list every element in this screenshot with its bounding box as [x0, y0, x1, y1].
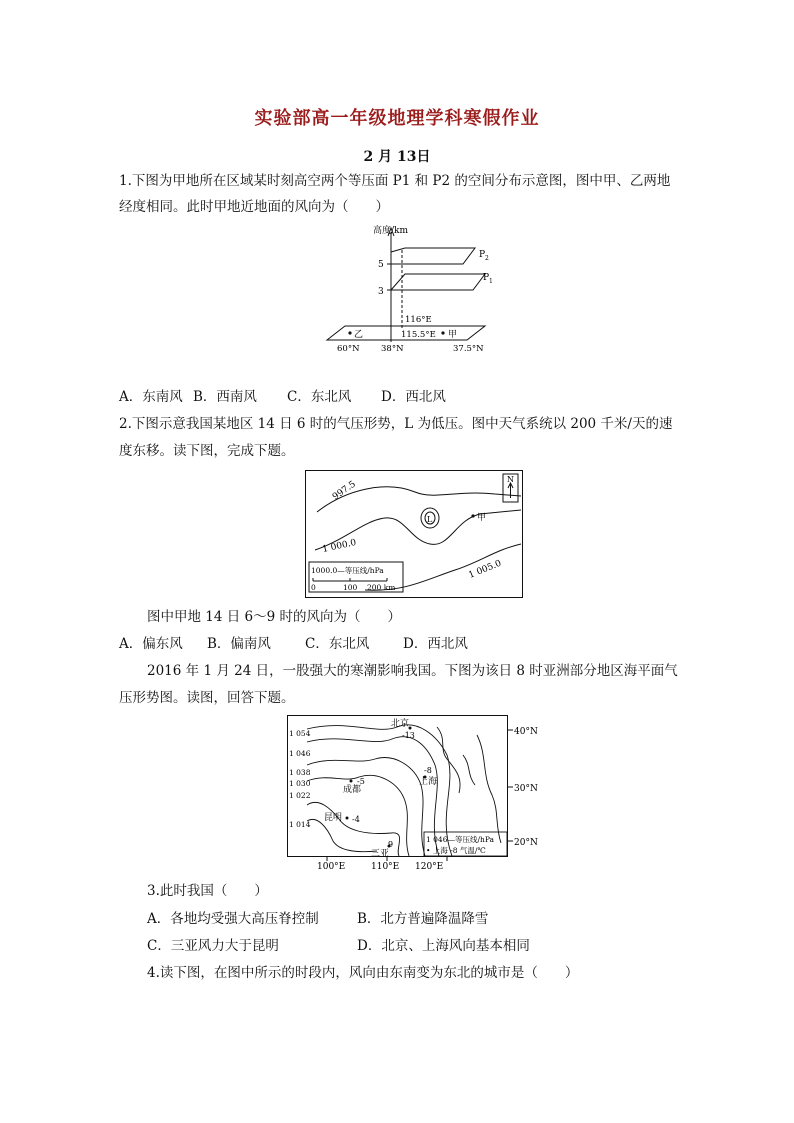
- isobaric-surface-diagram: [325, 222, 495, 354]
- pressure-map-q2: [305, 470, 523, 598]
- q1-options: [119, 388, 446, 406]
- chengdu-label: 成都: [343, 785, 362, 795]
- legend-isobar: 1000.0—等压线/hPa: [311, 566, 384, 575]
- kunming-label: 昆明: [324, 813, 343, 823]
- sanya-label: 三亚: [371, 849, 390, 859]
- q4-stem: 4.读下图，在图中所示的时段内，风向由东南变为东北的城市是（ ）: [147, 965, 579, 981]
- q1-option-c: C．东北风: [287, 389, 352, 405]
- q3-options-row1: [147, 910, 488, 928]
- lon-116: 116°E: [405, 315, 432, 325]
- isobar-1038: 1 038: [289, 768, 311, 777]
- isobar-1000: 1 000.0: [321, 538, 358, 555]
- isobar-1014: 1 014: [289, 820, 311, 829]
- q2-option-c: C．东北风: [305, 636, 370, 652]
- q3-stem: 3.此时我国（ ）: [147, 883, 268, 899]
- q3-option-a: A．各地均受强大高压脊控制: [147, 911, 319, 927]
- q2-option-b: B．偏南风: [207, 636, 271, 652]
- kunming-temp: -4: [352, 815, 360, 824]
- shanghai-label: 上海: [419, 777, 438, 787]
- q1-option-a: A．东南风: [119, 389, 183, 405]
- sanya-temp: 9: [388, 840, 394, 849]
- lon-115-5: 115.5°E: [401, 330, 436, 340]
- tick-5: 5: [378, 260, 384, 270]
- beijing-label: 北京: [391, 719, 410, 729]
- isobar-1054: 1 054: [289, 729, 311, 738]
- q2-stem-line1: 2.下图示意我国某地区 14 日 6 时的气压形势，L 为低压。图中天气系统以 200 千米/天的速: [119, 416, 673, 432]
- q3-options-row2: [147, 937, 530, 955]
- isobar-1046: 1 046: [289, 749, 311, 758]
- q2-sub-question: 图中甲地 14 日 6～9 时的风向为（ ）: [147, 609, 402, 625]
- isobar-1005: 1 005.0: [467, 558, 503, 581]
- intro-line1: 2016 年 1 月 24 日，一股强大的寒潮影响我国。下图为该日 8 时亚洲部分地区海平面气: [147, 663, 678, 679]
- isobar-1030: 1 030: [289, 779, 311, 788]
- p1-label: P: [483, 273, 490, 283]
- tick-3: 3: [378, 287, 384, 297]
- lat-40: 40°N: [514, 727, 538, 737]
- lat-20: 20°N: [514, 838, 538, 848]
- lat-38: 38°N: [381, 344, 404, 354]
- map-legend-isobar: 1 046—等压线/hPa: [426, 835, 495, 844]
- shanghai-temp: -8: [424, 766, 432, 775]
- document-title: 实验部高一年级地理学科寒假作业: [254, 108, 540, 129]
- q3-option-d: D．北京、上海风向基本相同: [357, 938, 530, 954]
- lon-110: 110°E: [371, 862, 400, 872]
- low-pressure-label: L: [427, 515, 433, 524]
- isobar-997-5: 997.5: [330, 479, 358, 503]
- lon-100: 100°E: [317, 862, 346, 872]
- q1-option-b: B．西南风: [193, 389, 257, 405]
- scale-100: 100: [343, 583, 358, 592]
- q1-option-d: D．西北风: [381, 389, 446, 405]
- north-arrow-label: N: [507, 475, 514, 484]
- yi-point: [348, 331, 351, 334]
- q3-option-c: C．三亚风力大于昆明: [147, 938, 279, 954]
- q1-stem-line1: 1.下图为甲地所在区域某时刻高空两个等压面 P1 和 P2 的空间分布示意图，图中甲、乙两地: [119, 173, 671, 189]
- map-legend-temp: • 上海 -8 气温/℃: [426, 846, 486, 855]
- kunming-point: [346, 817, 349, 820]
- p2-label: P: [479, 250, 486, 260]
- intro-line2: 压形势图。读图，回答下题。: [119, 690, 295, 706]
- jia-label-q2: 甲: [477, 513, 487, 523]
- chengdu-temp: -5: [357, 777, 365, 786]
- q2-option-a: A．偏东风: [119, 636, 183, 652]
- q2-options: [119, 635, 468, 653]
- jia-point-q2: [471, 514, 474, 517]
- q3-option-b: B．北方普遍降温降雪: [357, 911, 489, 927]
- height-axis-label: 高度/km: [373, 226, 409, 236]
- lat-37-5: 37.5°N: [453, 344, 484, 354]
- isobar-1022: 1 022: [289, 791, 311, 800]
- lon-120: 120°E: [415, 862, 444, 872]
- scale-0: 0: [311, 583, 316, 592]
- document-date: 2 月 13日: [363, 149, 431, 165]
- jia-label: 甲: [448, 330, 458, 340]
- chengdu-point: [350, 780, 353, 783]
- q2-stem-line2: 度东移。读下图，完成下题。: [119, 443, 295, 459]
- p1-subscript: 1: [489, 278, 493, 285]
- asia-pressure-map: [287, 715, 552, 872]
- scale-200: 200 km: [367, 583, 396, 592]
- beijing-temp: -13: [402, 731, 415, 740]
- p2-subscript: 2: [485, 255, 489, 262]
- q2-option-d: D．西北风: [403, 636, 468, 652]
- lat-30: 30°N: [514, 784, 538, 794]
- yi-label: 乙: [354, 330, 364, 340]
- jia-point: [441, 331, 444, 334]
- lat-60: 60°N: [337, 344, 360, 354]
- q1-stem-line2: 经度相同。此时甲地近地面的风向为（ ）: [119, 199, 389, 215]
